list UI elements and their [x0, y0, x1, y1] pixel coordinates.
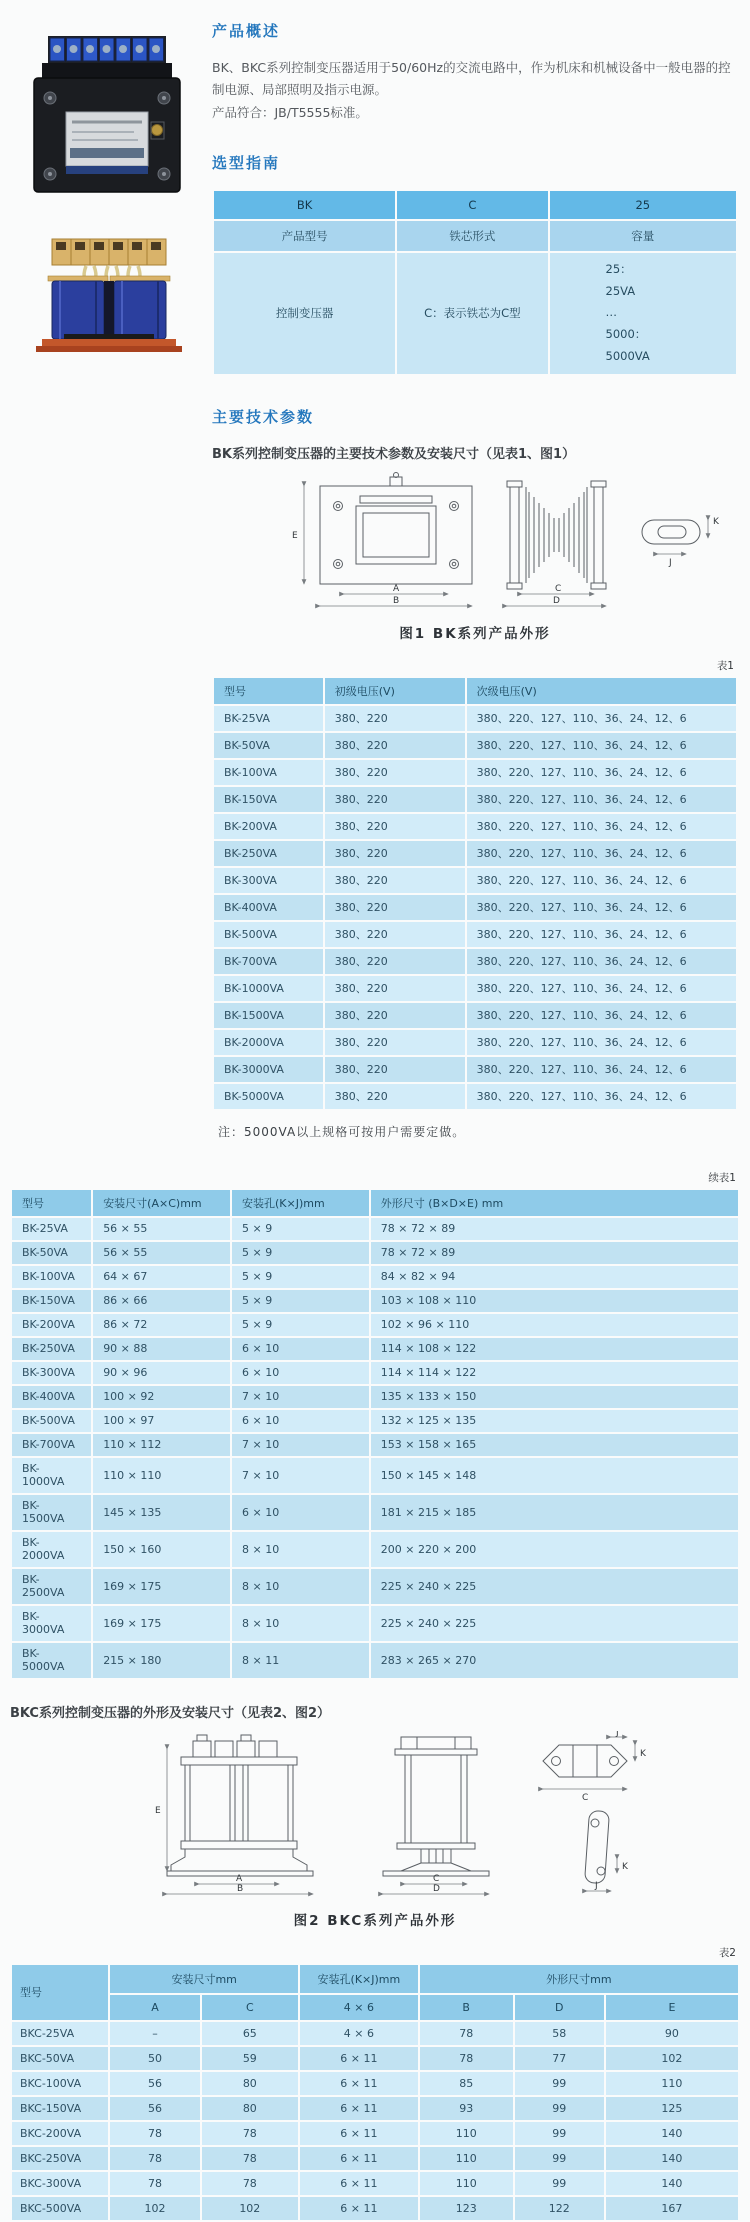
table-cell: 6 × 10 — [232, 1495, 369, 1530]
table-cell: 90 × 88 — [93, 1338, 230, 1360]
table-cell: 380、220、127、110、36、24、12、6 — [467, 895, 736, 920]
column-header: D — [515, 1995, 604, 2020]
table-cell: 93 — [420, 2097, 513, 2120]
table-cell: 50 — [110, 2047, 199, 2070]
table-cell: BKC-100VA — [12, 2072, 108, 2095]
table-cell: 铁芯形式 — [397, 221, 547, 251]
table-cell: 5 × 9 — [232, 1290, 369, 1312]
table-cell: 100 × 92 — [93, 1386, 230, 1408]
table-cell: 181 × 215 × 185 — [371, 1495, 738, 1530]
table-cell: BK-50VA — [214, 733, 323, 758]
section-heading-selection: 选型指南 — [212, 153, 281, 172]
dim-label-j: J — [616, 1730, 619, 1738]
table1-continued-dimensions — [10, 1188, 740, 1680]
product-photo-bkc — [24, 236, 188, 354]
dim-label-a: A — [393, 583, 400, 594]
table-cell: 380、220、127、110、36、24、12、6 — [467, 1084, 736, 1109]
table-row — [214, 1084, 736, 1109]
table-cell: 78 × 72 × 89 — [371, 1242, 738, 1264]
table-cell: 78 — [420, 2047, 513, 2070]
table-cell: 380、220、127、110、36、24、12、6 — [467, 787, 736, 812]
dim-label-e: E — [155, 1805, 161, 1816]
column-header: 型号 — [214, 678, 323, 704]
bk-subtitle: BK系列控制变压器的主要技术参数及安装尺寸（见表1、图1） — [212, 446, 576, 462]
table-cell: BK-25VA — [214, 706, 323, 731]
table-cell: 85 — [420, 2072, 513, 2095]
table-cell: BK — [214, 191, 395, 219]
note-text: 注：5000VA以上规格可按用户需要定做。 — [218, 1124, 466, 1139]
product-photo-bk — [24, 30, 188, 198]
table-cell: 380、220 — [325, 949, 465, 974]
column-header: 安装孔(K×J)mm — [232, 1190, 369, 1216]
table-cell: 6 × 11 — [300, 2122, 418, 2145]
table-cell: BK-700VA — [12, 1434, 91, 1456]
table-cell: 5 × 9 — [232, 1218, 369, 1240]
table-cell: 380、220 — [325, 895, 465, 920]
table-cell: 380、220 — [325, 733, 465, 758]
table-cell: 102 — [606, 2047, 738, 2070]
table-cell: 380、220 — [325, 1084, 465, 1109]
table-cell: 380、220 — [325, 760, 465, 785]
table-cell: 6 × 11 — [300, 2197, 418, 2220]
table-row — [214, 1003, 736, 1028]
dim-label-c: C — [433, 1873, 440, 1884]
table-cell: BK-500VA — [214, 922, 323, 947]
table-cell: 102 × 96 × 110 — [371, 1314, 738, 1336]
table-cell: BKC-50VA — [12, 2047, 108, 2070]
table1-voltages — [212, 676, 738, 1111]
capacity-line: 5000： — [605, 327, 647, 342]
table-cell: 5 × 9 — [232, 1314, 369, 1336]
table-cell: BKC-250VA — [12, 2147, 108, 2170]
column-header: C — [202, 1995, 298, 2020]
table-cell: 225 × 240 × 225 — [371, 1606, 738, 1641]
column-header: 安装尺寸mm — [110, 1965, 298, 1993]
dim-label-d: D — [433, 1883, 440, 1894]
table-cell: – — [110, 2022, 199, 2045]
table-cell: 78 — [420, 2022, 513, 2045]
table-row — [214, 787, 736, 812]
table-cell: BK-100VA — [12, 1266, 91, 1288]
table-cell: 99 — [515, 2172, 604, 2195]
table-row — [214, 221, 736, 251]
content-column — [198, 6, 744, 1140]
table-cell: BK-2000VA — [214, 1030, 323, 1055]
table2-label: 表2 — [718, 1946, 736, 1959]
table-cell: 110 — [420, 2122, 513, 2145]
table-cell: 8 × 10 — [232, 1606, 369, 1641]
table-cell: BK-2500VA — [12, 1569, 91, 1604]
table-cell: BK-200VA — [12, 1314, 91, 1336]
table-cell: 125 — [606, 2097, 738, 2120]
table-cell: 容量 — [550, 221, 736, 251]
dim-label-e: E — [292, 530, 298, 541]
table-cell: 25 — [550, 191, 736, 219]
table-cell: 380、220 — [325, 922, 465, 947]
table-row — [12, 1362, 738, 1384]
table-row — [214, 814, 736, 839]
table-row — [12, 1495, 738, 1530]
table-cell: 380、220 — [325, 841, 465, 866]
table-cell: 380、220、127、110、36、24、12、6 — [467, 814, 736, 839]
table-cell: C：表示铁芯为C型 — [397, 253, 547, 374]
table-cell: BK-5000VA — [214, 1084, 323, 1109]
table-cell: 8 × 11 — [232, 1643, 369, 1678]
table-cell: 380、220 — [325, 787, 465, 812]
table-row — [12, 2147, 738, 2170]
table-cell: 169 × 175 — [93, 1606, 230, 1641]
column-header: 型号 — [12, 1965, 108, 2020]
table-cell: 59 — [202, 2047, 298, 2070]
dim-label-b: B — [393, 595, 400, 606]
table-row — [12, 2122, 738, 2145]
table-cell: BK-300VA — [214, 868, 323, 893]
table-cell: 110 × 110 — [93, 1458, 230, 1493]
table-cell: 380、220、127、110、36、24、12、6 — [467, 760, 736, 785]
table-row — [12, 1458, 738, 1493]
table-cell: 7 × 10 — [232, 1386, 369, 1408]
table-cell: 99 — [515, 2072, 604, 2095]
overview-text-2: 产品符合：JB/T5555标准。 — [212, 104, 368, 120]
table-cell: BK-250VA — [12, 1338, 91, 1360]
dim-label-k2: K — [622, 1861, 628, 1872]
column-header: 初级电压(V) — [325, 678, 465, 704]
table-cell: 56 — [110, 2097, 199, 2120]
table-cell: 114 × 114 × 122 — [371, 1362, 738, 1384]
dim-label-c: C — [555, 583, 562, 594]
table-cell — [550, 253, 736, 374]
capacity-line: 5000VA — [605, 349, 650, 364]
table-cell: 58 — [515, 2022, 604, 2045]
table-cell: 78 × 72 × 89 — [371, 1218, 738, 1240]
table-row — [12, 2097, 738, 2120]
figure2-caption: 图2 BKC系列产品外形 — [293, 1912, 457, 1929]
table-cell: BK-1500VA — [12, 1495, 91, 1530]
table-row — [214, 922, 736, 947]
table-cell: 90 × 96 — [93, 1362, 230, 1384]
table-row — [12, 1290, 738, 1312]
table-cell: 78 — [202, 2172, 298, 2195]
table-row — [214, 976, 736, 1001]
table-row — [12, 2172, 738, 2195]
table-cell: 167 — [606, 2197, 738, 2220]
table-cell: 110 — [420, 2172, 513, 2195]
product-photos-column — [6, 6, 198, 1140]
table-cell: 380、220、127、110、36、24、12、6 — [467, 1030, 736, 1055]
table-cell: BK-2000VA — [12, 1532, 91, 1567]
table-row — [214, 253, 736, 374]
table-cell: 135 × 133 × 150 — [371, 1386, 738, 1408]
table-cell: BKC-200VA — [12, 2122, 108, 2145]
table-cell: 64 × 67 — [93, 1266, 230, 1288]
dim-label-b: B — [237, 1883, 244, 1894]
table-row — [214, 706, 736, 731]
column-header: 外形尺寸 (B×D×E) mm — [371, 1190, 738, 1216]
table-cell: BK-300VA — [12, 1362, 91, 1384]
dim-label-c2: C — [582, 1792, 589, 1803]
table-row — [12, 1532, 738, 1567]
table-cell: 7 × 10 — [232, 1434, 369, 1456]
table-row — [12, 1410, 738, 1432]
table-cell: 78 — [202, 2147, 298, 2170]
table-row — [12, 1643, 738, 1678]
table-cell: 380、220 — [325, 976, 465, 1001]
table-cell: 78 — [110, 2122, 199, 2145]
table-cell: 6 × 10 — [232, 1410, 369, 1432]
table-cell: 132 × 125 × 135 — [371, 1410, 738, 1432]
table-cell: 78 — [110, 2172, 199, 2195]
table-cell: 100 × 97 — [93, 1410, 230, 1432]
table-cell: 103 × 108 × 110 — [371, 1290, 738, 1312]
table-cell: 80 — [202, 2097, 298, 2120]
table-cell: 380、220、127、110、36、24、12、6 — [467, 1057, 736, 1082]
table-cell: 5 × 9 — [232, 1242, 369, 1264]
table-cell: 110 — [606, 2072, 738, 2095]
table-cell: 56 × 55 — [93, 1242, 230, 1264]
table-cell: 99 — [515, 2147, 604, 2170]
table-cell: 77 — [515, 2047, 604, 2070]
column-header: 外形尺寸mm — [420, 1965, 738, 1993]
table-cell: BK-150VA — [12, 1290, 91, 1312]
dim-label-j2: J — [595, 1880, 598, 1891]
column-header: 型号 — [12, 1190, 91, 1216]
dim-label-d: D — [553, 595, 560, 606]
table-cell: 90 — [606, 2022, 738, 2045]
table-cell: 6 × 11 — [300, 2047, 418, 2070]
table-cell: 86 × 66 — [93, 1290, 230, 1312]
table-cell: 控制变压器 — [214, 253, 395, 374]
table2-bkc-dimensions — [10, 1963, 740, 2222]
figure1-caption: 图1 BK系列产品外形 — [399, 625, 551, 642]
table-cell: BK-400VA — [214, 895, 323, 920]
table-cell: 380、220、127、110、36、24、12、6 — [467, 1003, 736, 1028]
table-cell: 8 × 10 — [232, 1569, 369, 1604]
table-cell: 380、220、127、110、36、24、12、6 — [467, 976, 736, 1001]
table-cell: 6 × 10 — [232, 1338, 369, 1360]
figure2-drawing — [65, 1731, 685, 1899]
table-cell: 380、220 — [325, 1057, 465, 1082]
table-cell: 6 × 11 — [300, 2147, 418, 2170]
table-cell: BK-1000VA — [214, 976, 323, 1001]
table-row — [12, 1314, 738, 1336]
table-cell: 380、220、127、110、36、24、12、6 — [467, 706, 736, 731]
table-cell: 86 × 72 — [93, 1314, 230, 1336]
table-cell: 122 — [515, 2197, 604, 2220]
column-header: A — [110, 1995, 199, 2020]
column-header: 次级电压(V) — [467, 678, 736, 704]
table-cell: BK-5000VA — [12, 1643, 91, 1678]
table-row — [12, 1338, 738, 1360]
table-row — [12, 1606, 738, 1641]
table-cell: 150 × 145 × 148 — [371, 1458, 738, 1493]
table-cell: 380、220 — [325, 814, 465, 839]
table-cell: BK-50VA — [12, 1242, 91, 1264]
table-cell: 140 — [606, 2147, 738, 2170]
table-cell: 380、220、127、110、36、24、12、6 — [467, 922, 736, 947]
table-cell: 114 × 108 × 122 — [371, 1338, 738, 1360]
table-row — [12, 1965, 738, 1993]
table-cell: 200 × 220 × 200 — [371, 1532, 738, 1567]
table-cell: 110 × 112 — [93, 1434, 230, 1456]
table-cell: 380、220、127、110、36、24、12、6 — [467, 868, 736, 893]
capacity-line: … — [605, 305, 618, 320]
table-cell: 150 × 160 — [93, 1532, 230, 1567]
table-cell: 145 × 135 — [93, 1495, 230, 1530]
table-cell: 169 × 175 — [93, 1569, 230, 1604]
table-cell: 4 × 6 — [300, 2022, 418, 2045]
table-cell: 56 — [110, 2072, 199, 2095]
capacity-line: 25VA — [605, 283, 636, 298]
dim-label-k: K — [713, 516, 719, 527]
dim-label-j: J — [669, 557, 672, 568]
table-cell: BK-700VA — [214, 949, 323, 974]
table-row — [12, 1242, 738, 1264]
table-cell: BK-150VA — [214, 787, 323, 812]
table-cell: BK-1000VA — [12, 1458, 91, 1493]
table-cell: 65 — [202, 2022, 298, 2045]
table-cell: 380、220 — [325, 1030, 465, 1055]
table-cell: 102 — [110, 2197, 199, 2220]
table-cell: 84 × 82 × 94 — [371, 1266, 738, 1288]
table-cell: 380、220、127、110、36、24、12、6 — [467, 949, 736, 974]
table-cell: 78 — [202, 2122, 298, 2145]
table-cell: BKC-150VA — [12, 2097, 108, 2120]
table-cell: BK-100VA — [214, 760, 323, 785]
column-header: 安装孔(K×J)mm — [300, 1965, 418, 1993]
table-cell: C — [397, 191, 547, 219]
table-cell: 140 — [606, 2122, 738, 2145]
table-cell: 225 × 240 × 225 — [371, 1569, 738, 1604]
table-cell: BK-3000VA — [214, 1057, 323, 1082]
dim-label-a: A — [236, 1873, 243, 1884]
table-row — [12, 2022, 738, 2045]
table-cell: 380、220 — [325, 1003, 465, 1028]
table-cell: 6 × 11 — [300, 2172, 418, 2195]
bkc-subtitle: BKC系列控制变压器的外形及安装尺寸（见表2、图2） — [10, 1705, 331, 1721]
selection-guide-table — [212, 189, 738, 376]
table-cell: 215 × 180 — [93, 1643, 230, 1678]
table-cell: BK-1500VA — [214, 1003, 323, 1028]
table-row — [214, 841, 736, 866]
column-header: 安装尺寸(A×C)mm — [93, 1190, 230, 1216]
overview-text-1: BK、BKC系列控制变压器适用于50/60Hz的交流电路中，作为机床和机械设备中一般电器的控制电源、局部照明及指示电源。 — [212, 60, 731, 98]
full-width-section — [0, 1170, 750, 2222]
table-cell: 102 — [202, 2197, 298, 2220]
table-row — [214, 1057, 736, 1082]
capacity-line: 25： — [605, 261, 632, 276]
table-row — [12, 1190, 738, 1216]
table1-label: 表1 — [716, 659, 734, 672]
table-row — [214, 733, 736, 758]
table-cell: 99 — [515, 2122, 604, 2145]
table-cell: 153 × 158 × 165 — [371, 1434, 738, 1456]
table-row — [214, 678, 736, 704]
table-cell: 380、220 — [325, 706, 465, 731]
table-cell: 380、220、127、110、36、24、12、6 — [467, 841, 736, 866]
table-row — [214, 895, 736, 920]
table-cell: 380、220、127、110、36、24、12、6 — [467, 733, 736, 758]
table-row — [12, 1386, 738, 1408]
table-cell: 7 × 10 — [232, 1458, 369, 1493]
table-cell: 8 × 10 — [232, 1532, 369, 1567]
table-cell: 380、220 — [325, 868, 465, 893]
table-row — [12, 2072, 738, 2095]
table-cell: BK-200VA — [214, 814, 323, 839]
table-cell: BK-3000VA — [12, 1606, 91, 1641]
table-row — [12, 1266, 738, 1288]
table-cell: BK-400VA — [12, 1386, 91, 1408]
figure1-drawing — [264, 472, 724, 612]
table-cell: BK-250VA — [214, 841, 323, 866]
table-cell: 80 — [202, 2072, 298, 2095]
table-row — [12, 1995, 738, 2020]
table-row — [12, 2197, 738, 2220]
table-cell: BK-25VA — [12, 1218, 91, 1240]
table-cell: BKC-300VA — [12, 2172, 108, 2195]
table-cell: 56 × 55 — [93, 1218, 230, 1240]
section-heading-overview: 产品概述 — [212, 22, 281, 40]
table-row — [12, 1569, 738, 1604]
table-cell: 产品型号 — [214, 221, 395, 251]
table-cell: 123 — [420, 2197, 513, 2220]
table-cell: 6 × 11 — [300, 2072, 418, 2095]
column-header: B — [420, 1995, 513, 2020]
table-cell: 78 — [110, 2147, 199, 2170]
table-cell: 99 — [515, 2097, 604, 2120]
table-cell: BK-500VA — [12, 1410, 91, 1432]
table-row — [214, 191, 736, 219]
table-cell: 110 — [420, 2147, 513, 2170]
table-cell: 283 × 265 × 270 — [371, 1643, 738, 1678]
table-row — [214, 868, 736, 893]
table-row — [12, 1434, 738, 1456]
column-header: E — [606, 1995, 738, 2020]
table-row — [12, 1218, 738, 1240]
table-cell: 5 × 9 — [232, 1266, 369, 1288]
cont-table-label: 续表1 — [708, 1171, 736, 1184]
dim-label-k: K — [640, 1748, 646, 1759]
table-row — [214, 949, 736, 974]
table-row — [12, 2047, 738, 2070]
table-cell: 6 × 10 — [232, 1362, 369, 1384]
section-heading-tech-params: 主要技术参数 — [212, 407, 315, 426]
table-cell: 140 — [606, 2172, 738, 2195]
table-cell: BKC-500VA — [12, 2197, 108, 2220]
table-cell: 6 × 11 — [300, 2097, 418, 2120]
table-cell: BKC-25VA — [12, 2022, 108, 2045]
table-row — [214, 760, 736, 785]
column-header: 4 × 6 — [300, 1995, 418, 2020]
table-row — [214, 1030, 736, 1055]
